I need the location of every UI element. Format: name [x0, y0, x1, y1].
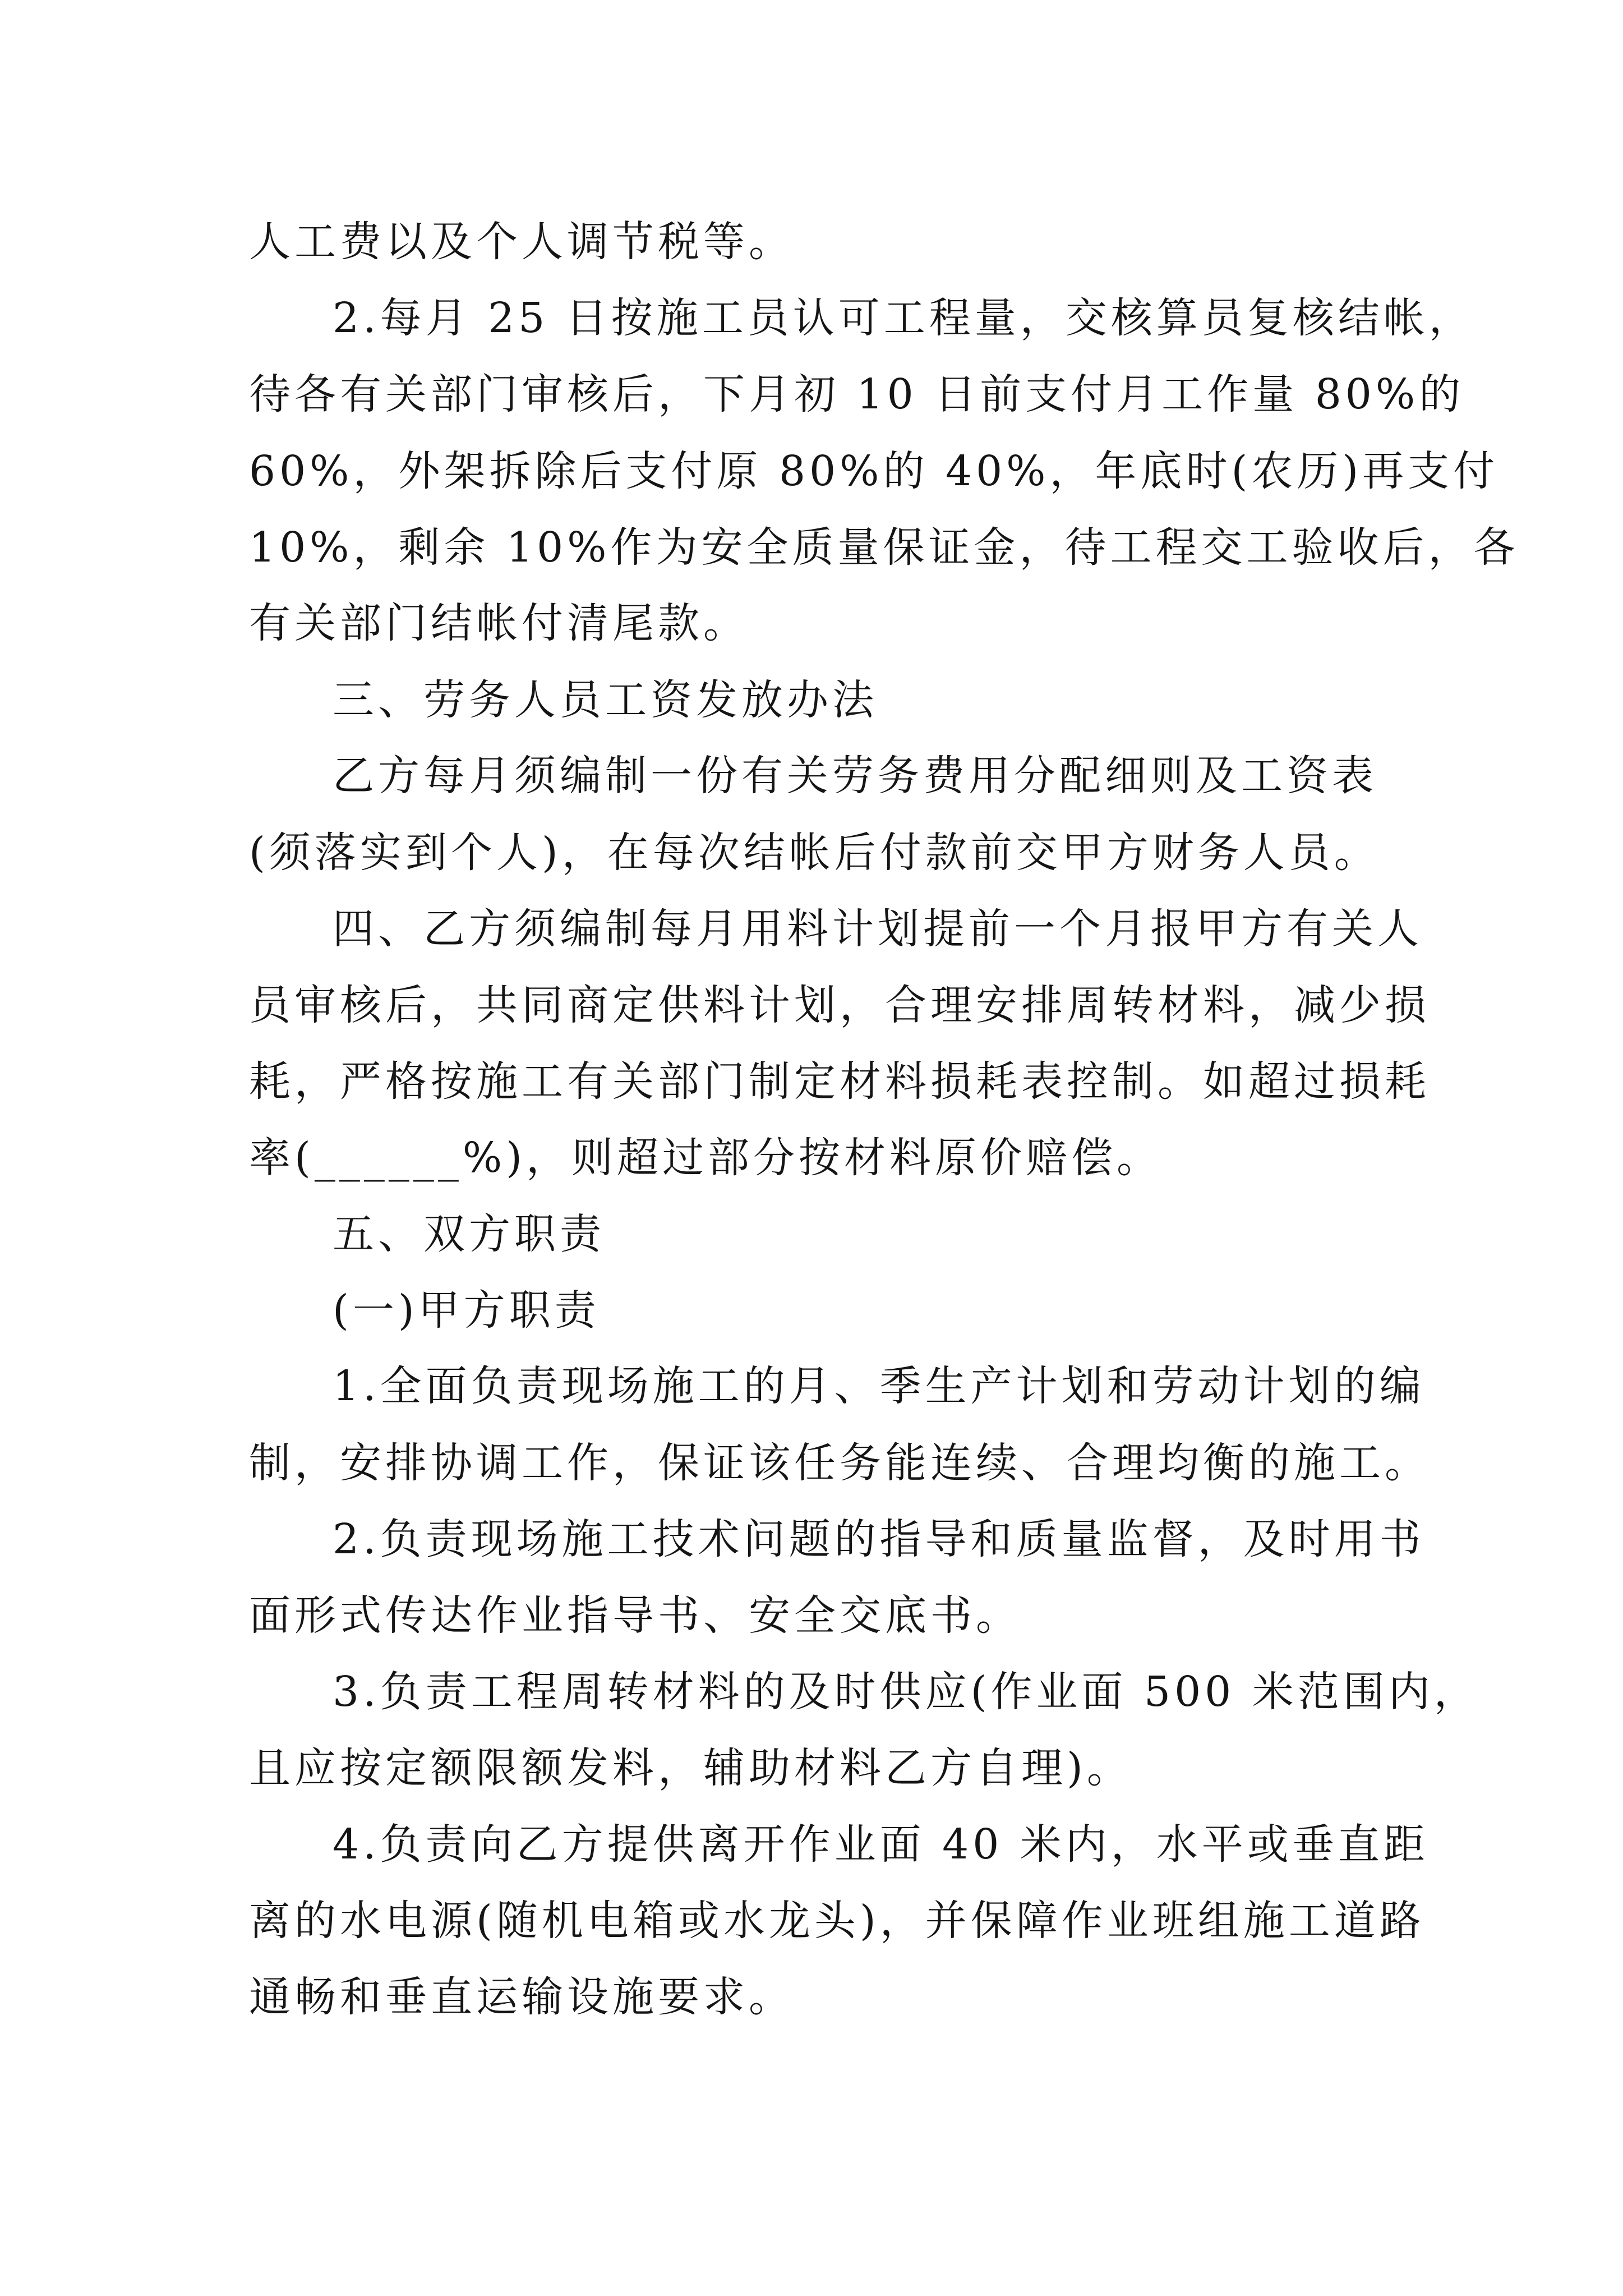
paragraph-line: 且应按定额限额发料，辅助材料乙方自理)。 [249, 1744, 1132, 1792]
paragraph-line: 面形式传达作业指导书、安全交底书。 [249, 1591, 1021, 1640]
paragraph-line: 有关部门结帐付清尾款。 [249, 599, 749, 647]
paragraph-line: 2.负责现场施工技术问题的指导和质量监督，及时用书 [333, 1515, 1425, 1563]
paragraph-line: 人工费以及个人调节税等。 [249, 218, 794, 266]
paragraph-line: 通畅和垂直运输设施要求。 [249, 1973, 794, 2021]
paragraph-line: 60%，外架拆除后支付原 80%的 40%，年底时(农历)再支付 [249, 447, 1499, 495]
paragraph-line: 率(______%)，则超过部分按材料原价赔偿。 [249, 1134, 1163, 1182]
paragraph-line: 四、乙方须编制每月用料计划提前一个月报甲方有关人 [333, 905, 1423, 953]
paragraph-line: (须落实到个人)，在每次结帐后付款前交甲方财务人员。 [249, 829, 1380, 877]
paragraph-line: 10%，剩余 10%作为安全质量保证金，待工程交工验收后，各 [249, 523, 1519, 572]
section-heading: 五、双方职责 [333, 1210, 605, 1258]
paragraph-line: 离的水电源(随机电箱或水龙头)，并保障作业班组施工道路 [249, 1897, 1425, 1945]
paragraph-line: 员审核后，共同商定供料计划，合理安排周转材料，减少损 [249, 981, 1430, 1029]
paragraph-line: 2.每月 25 日按施工员认可工程量，交核算员复核结帐， [333, 294, 1474, 342]
paragraph-line: 4.负责向乙方提供离开作业面 40 米内，水平或垂直距 [333, 1820, 1429, 1869]
paragraph-line: 耗，严格按施工有关部门制定材料损耗表控制。如超过损耗 [249, 1057, 1430, 1106]
paragraph-line: 3.负责工程周转材料的及时供应(作业面 500 米范围内， [333, 1668, 1479, 1716]
subsection-heading: (一)甲方职责 [333, 1286, 600, 1335]
paragraph-line: 乙方每月须编制一份有关劳务费用分配细则及工资表 [333, 752, 1377, 800]
section-heading: 三、劳务人员工资发放办法 [333, 676, 878, 724]
paragraph-line: 1.全面负责现场施工的月、季生产计划和劳动计划的编 [333, 1362, 1425, 1410]
paragraph-line: 制，安排协调工作，保证该任务能连续、合理均衡的施工。 [249, 1439, 1430, 1487]
paragraph-line: 待各有关部门审核后，下月初 10 日前支付月工作量 80%的 [249, 370, 1465, 418]
